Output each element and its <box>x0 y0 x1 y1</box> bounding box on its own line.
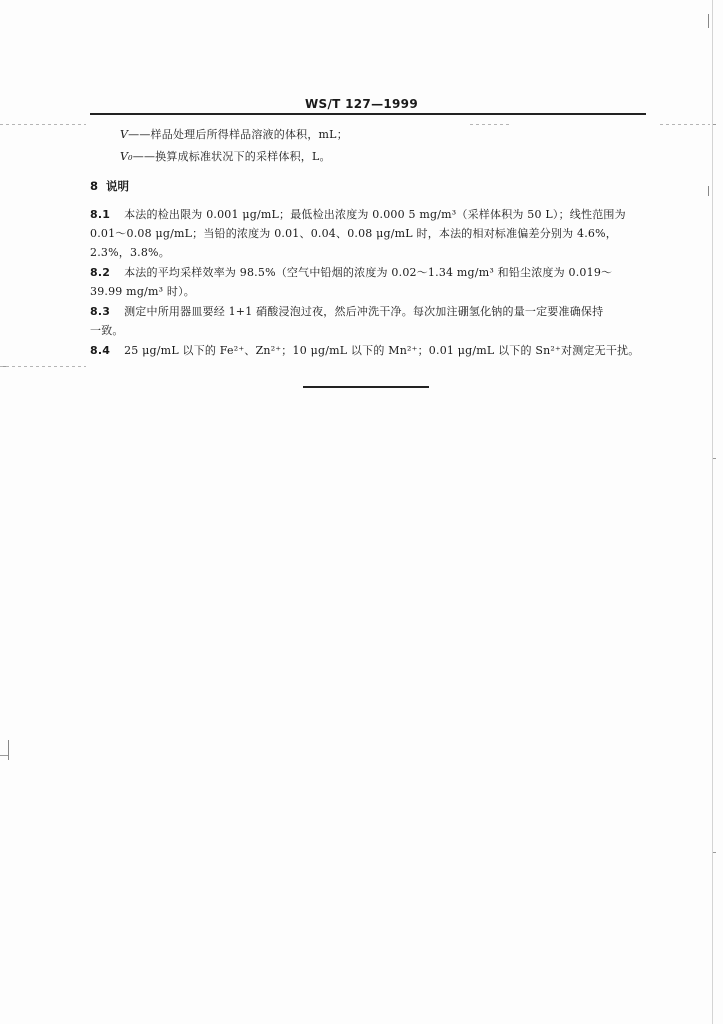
scan-edge-mark <box>0 755 8 756</box>
section-title: 说明 <box>106 179 130 193</box>
scan-dash-line <box>470 124 510 125</box>
clause-8-1-line-3: 2.3%，3.8%。 <box>90 246 170 259</box>
clause-text: 测定中所用器皿要经 1+1 硝酸浸泡过夜，然后冲洗干净。每次加注硼氢化钠的量一定要准确保持 <box>124 305 604 318</box>
definition-symbol: V <box>120 128 129 141</box>
definition-text: ——样品处理后所得样品溶液的体积，mL； <box>128 128 348 141</box>
clause-8-1-line-1 <box>90 208 626 222</box>
clause-8-3-line-1 <box>90 305 603 319</box>
scan-edge-mark <box>713 852 716 853</box>
definition-v0 <box>120 150 331 164</box>
scan-edge-mark <box>713 458 716 459</box>
clause-number: 8.4 <box>90 344 111 357</box>
scan-edge-line <box>712 0 713 1024</box>
scan-edge-tick <box>8 740 9 760</box>
definition-symbol: V₀ <box>120 150 133 163</box>
definition-v <box>120 128 348 142</box>
clause-text: 本法的检出限为 0.001 μg/mL；最低检出浓度为 0.000 5 mg/m³（采样体积为 50 L）；线性范围为 <box>124 208 626 221</box>
scan-dash-line <box>660 124 710 125</box>
clause-8-1-line-2: 0.01～0.08 μg/mL；当铅的浓度为 0.01、0.04、0.08 μg/mL 时，本法的相对标准偏差分别为 4.6%， <box>90 227 617 240</box>
scan-dash-line <box>0 124 86 125</box>
section-number: 8 <box>90 179 99 193</box>
standard-code-header: WS/T 127—1999 <box>305 97 418 111</box>
clause-8-2-line-1 <box>90 266 612 280</box>
section-heading <box>90 178 129 194</box>
scan-edge-tick <box>708 186 709 196</box>
definition-text: ——换算成标准状况下的采样体积，L。 <box>132 150 331 163</box>
scan-dash-line <box>0 366 86 367</box>
clause-8-4-line-1 <box>90 344 639 358</box>
clause-number: 8.2 <box>90 266 111 279</box>
scan-edge-mark <box>713 124 716 125</box>
clause-8-2-line-2: 39.99 mg/m³ 时）。 <box>90 285 196 298</box>
clause-8-3-line-2: 一致。 <box>90 324 124 337</box>
end-of-standard-rule <box>303 386 429 388</box>
header-rule <box>90 113 646 115</box>
clause-text: 本法的平均采样效率为 98.5%（空气中铅烟的浓度为 0.02～1.34 mg/m³ 和铅尘浓度为 0.019～ <box>124 266 613 279</box>
clause-number: 8.3 <box>90 305 111 318</box>
clause-text: 25 μg/mL 以下的 Fe²⁺、Zn²⁺；10 μg/mL 以下的 Mn²⁺；0.01 μg/mL 以下的 Sn²⁺对测定无干扰。 <box>124 344 640 357</box>
clause-number: 8.1 <box>90 208 111 221</box>
scan-edge-tick <box>708 14 709 28</box>
